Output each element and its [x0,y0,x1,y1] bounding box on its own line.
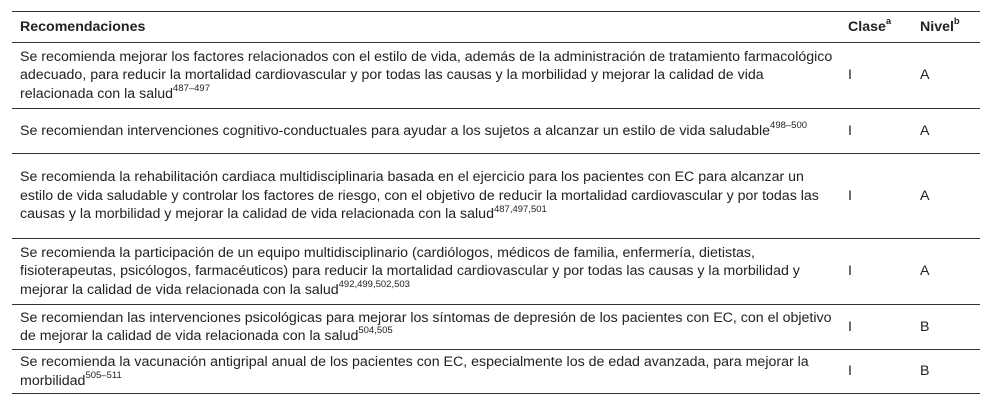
level-cell: A [912,239,980,305]
level-cell: A [912,154,980,239]
level-cell: B [912,305,980,350]
header-class-footnote: a [885,16,892,28]
class-cell: I [840,154,912,239]
header-recommendations [12,12,840,43]
reference-numbers: 505–511 [85,369,122,381]
class-cell: I [840,43,912,109]
table-row [12,43,980,109]
recommendation-text: Se recomiendan las intervenciones psicológicas para mejorar los síntomas de depresión de los pacientes con EC, con el objetivo de mejorar la calidad de vida relacionada con la salud$^{504,505}$ [12,305,840,350]
reference-numbers: 487,497,501 [493,203,547,215]
class-cell: I [848,363,852,380]
table-row [12,154,980,239]
recommendation-text: Se recomiendan intervenciones cognitivo-conductuales para ayudar a los sujetos a alcanzar un estilo de vida saludable$^{498-500}$ [12,109,840,154]
recommendation-text: Se recomienda la participación de un equipo multidisciplinario (cardiólogos, médicos de familia, enfermería, dietistas, fisioterapeutas, psicólogos, farmacéuticos) para reducir la mortalidad cardiovascular y por todas las causas y la morbilidad y mejorar la calidad de vida relacionada con la salud$^{492,499,502,503}$ [12,239,840,305]
reference-numbers: 487–497 [173,83,210,95]
header-class [840,12,912,43]
table-row [12,109,980,154]
header-level [912,12,980,43]
header-recommendations-label: Recomendaciones [20,18,146,35]
recommendations-table [12,11,980,394]
header-level-footnote: b [953,16,960,28]
reference-numbers: 492,499,502,503 [338,279,410,291]
recommendation-text: Se recomienda la vacunación antigripal anual de los pacientes con EC, especialmente los de edad avanzada, para mejorar la morbilidad$^{505-511}$ [20,354,809,389]
recommendation-text: Se recomienda la rehabilitación cardiaca multidisciplinaria basada en el ejercicio para los pacientes con EC para alcanzar un estilo de vida saludable y controlar los factores de riesgo, con el objetivo de reducir la mortalidad cardiovascular y por todas las causas y la morbilidad y mejorar la calidad de vida relacionada con la salud$^{487,497,501}$ [12,154,840,239]
level-cell: A [912,109,980,154]
level-cell: B [920,363,930,380]
table-row [12,305,980,350]
class-cell: I [840,109,912,154]
table-header-row [12,12,980,43]
level-cell: A [912,43,980,109]
recommendation-text: Se recomienda mejorar los factores relacionados con el estilo de vida, además de la administración de tratamiento farmacológico adecuado, para reducir la mortalidad cardiovascular y por todas las causas y la morbilidad y mejorar la calidad de vida relacionada con la salud$^{487-497}$ [12,43,840,109]
header-level-label: Nivel [920,18,954,35]
reference-numbers: 504,505 [358,325,393,337]
table-row [12,239,980,305]
header-class-label: Clase [848,18,886,35]
class-cell: I [840,305,912,350]
table-row [12,350,980,394]
reference-numbers: 498–500 [770,120,808,132]
class-cell: I [840,239,912,305]
